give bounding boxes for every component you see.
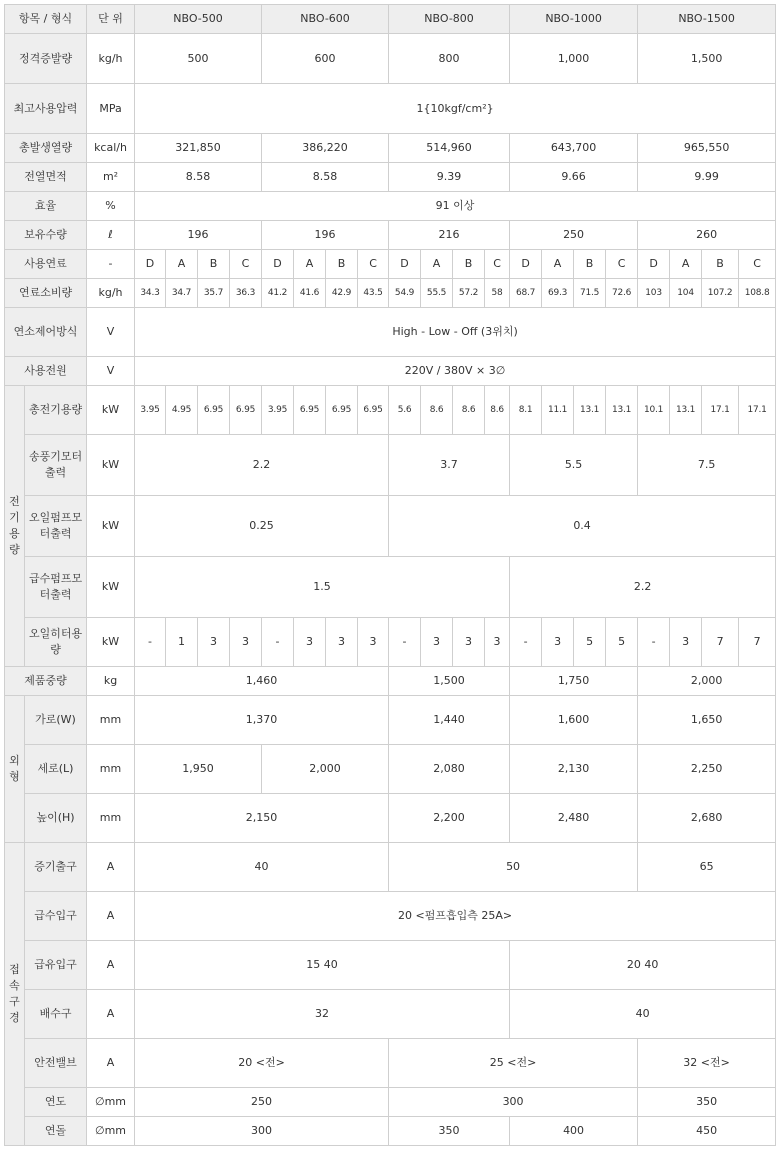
cell-value: 2.2 (510, 557, 776, 618)
oil-heater-cell: - (510, 618, 542, 667)
cell-value: 2,150 (135, 794, 389, 843)
oil-heater-cell: 7 (702, 618, 739, 667)
row-label: 정격증발량 (5, 34, 87, 84)
cell-value: 2,680 (638, 794, 776, 843)
row-total-heat (5, 134, 776, 163)
cell-value: 7.5 (638, 435, 776, 496)
row-unit: V (87, 308, 135, 357)
cell-value: 500 (135, 34, 262, 84)
oil-heater-cell: 3 (294, 618, 326, 667)
cell-value: High - Low - Off (3위치) (135, 308, 776, 357)
header-item: 항목 / 형식 (5, 5, 87, 34)
row-label: 높이(H) (25, 794, 87, 843)
fuel-consumption-cell: 34.3 (135, 279, 166, 308)
cell-value: 300 (135, 1117, 389, 1146)
row-steam-outlet (5, 843, 776, 892)
fuel-consumption-cell: 71.5 (574, 279, 606, 308)
electric-total-cell: 13.1 (574, 386, 606, 435)
electric-total-cell: 6.95 (294, 386, 326, 435)
vertical-label: 접속구경 (9, 963, 20, 1024)
row-weight (5, 667, 776, 696)
fuel-type-cell: D (135, 250, 166, 279)
fuel-type-cell: B (453, 250, 485, 279)
cell-value: 1,750 (510, 667, 638, 696)
cell-value: 65 (638, 843, 776, 892)
fuel-type-cell: C (358, 250, 389, 279)
oil-heater-cell: 1 (166, 618, 198, 667)
cell-value: 250 (135, 1088, 389, 1117)
row-label: 최고사용압력 (5, 84, 87, 134)
fuel-type-cell: B (702, 250, 739, 279)
cell-value: 1{10kgf/cm²} (135, 84, 776, 134)
cell-value: 386,220 (262, 134, 389, 163)
row-unit: kg/h (87, 34, 135, 84)
fuel-consumption-cell: 42.9 (326, 279, 358, 308)
fuel-consumption-cell: 36.3 (230, 279, 262, 308)
oil-heater-cell: 3 (358, 618, 389, 667)
electric-total-cell: 11.1 (542, 386, 574, 435)
row-label: 사용연료 (5, 250, 87, 279)
fuel-consumption-cell: 41.6 (294, 279, 326, 308)
fuel-consumption-cell: 57.2 (453, 279, 485, 308)
row-feed-inlet (5, 892, 776, 941)
fuel-consumption-cell: 104 (670, 279, 702, 308)
cell-value: 2,130 (510, 745, 638, 794)
cell-value: 800 (389, 34, 510, 84)
cell-value: 1,650 (638, 696, 776, 745)
electric-total-cell: 13.1 (606, 386, 638, 435)
oil-heater-cell: 3 (326, 618, 358, 667)
row-unit: kg/h (87, 279, 135, 308)
fuel-type-cell: D (510, 250, 542, 279)
header-unit: 단 위 (87, 5, 135, 34)
row-water-capacity (5, 221, 776, 250)
row-safety-valve (5, 1039, 776, 1088)
cell-value: 1,500 (638, 34, 776, 84)
row-unit: ∅mm (87, 1117, 135, 1146)
row-unit: kcal/h (87, 134, 135, 163)
row-combustion-control (5, 308, 776, 357)
cell-value: 2,200 (389, 794, 510, 843)
electric-total-cell: 4.95 (166, 386, 198, 435)
oil-heater-cell: - (262, 618, 294, 667)
header-model: NBO-500 (135, 5, 262, 34)
row-rated-evaporation (5, 34, 776, 84)
cell-value: 2,000 (638, 667, 776, 696)
cell-value: 5.5 (510, 435, 638, 496)
electric-total-cell: 6.95 (198, 386, 230, 435)
row-unit: A (87, 843, 135, 892)
fuel-consumption-cell: 108.8 (739, 279, 776, 308)
electric-total-cell: 17.1 (739, 386, 776, 435)
oil-heater-cell: 3 (198, 618, 230, 667)
header-row (5, 5, 776, 34)
cell-value: 40 (135, 843, 389, 892)
cell-value: 0.4 (389, 496, 776, 557)
cell-value: 32 (135, 990, 510, 1039)
row-oil-pump (5, 496, 776, 557)
cell-value: 20 40 (510, 941, 776, 990)
fuel-type-cell: A (421, 250, 453, 279)
cell-value: 260 (638, 221, 776, 250)
row-label: 안전밸브 (25, 1039, 87, 1088)
vertical-label: 전기용량 (9, 495, 20, 556)
oil-heater-cell: 3 (485, 618, 510, 667)
electric-total-cell: 8.6 (421, 386, 453, 435)
electric-total-cell: 6.95 (230, 386, 262, 435)
row-heat-area (5, 163, 776, 192)
fuel-type-cell: B (574, 250, 606, 279)
fuel-type-cell: D (389, 250, 421, 279)
fuel-consumption-cell: 54.9 (389, 279, 421, 308)
cell-value: 250 (510, 221, 638, 250)
row-power-supply (5, 357, 776, 386)
fuel-type-cell: C (485, 250, 510, 279)
cell-value: 0.25 (135, 496, 389, 557)
cell-value: 40 (510, 990, 776, 1039)
cell-value: 321,850 (135, 134, 262, 163)
header-model: NBO-1000 (510, 5, 638, 34)
oil-heater-cell: - (135, 618, 166, 667)
row-unit: kW (87, 618, 135, 667)
cell-value: 514,960 (389, 134, 510, 163)
row-label: 급유입구 (25, 941, 87, 990)
row-fan-motor (5, 435, 776, 496)
row-max-pressure (5, 84, 776, 134)
header-model: NBO-600 (262, 5, 389, 34)
fuel-type-cell: B (326, 250, 358, 279)
cell-value: 20 <전> (135, 1039, 389, 1088)
row-unit: A (87, 941, 135, 990)
cell-value: 9.66 (510, 163, 638, 192)
oil-heater-cell: 5 (574, 618, 606, 667)
group-label-connections (5, 843, 25, 1146)
oil-heater-cell: 3 (670, 618, 702, 667)
cell-value: 1,950 (135, 745, 262, 794)
cell-value: 1,000 (510, 34, 638, 84)
row-label: 연도 (25, 1088, 87, 1117)
electric-total-cell: 3.95 (135, 386, 166, 435)
row-label: 연소제어방식 (5, 308, 87, 357)
cell-value: 9.39 (389, 163, 510, 192)
row-unit: A (87, 892, 135, 941)
row-label: 총전기용량 (25, 386, 87, 435)
cell-value: 1,370 (135, 696, 389, 745)
cell-value: 1.5 (135, 557, 510, 618)
group-label-dimensions (5, 696, 25, 843)
electric-total-cell: 13.1 (670, 386, 702, 435)
row-unit: m² (87, 163, 135, 192)
cell-value: 8.58 (262, 163, 389, 192)
row-feed-pump (5, 557, 776, 618)
cell-value: 216 (389, 221, 510, 250)
row-label: 총발생열량 (5, 134, 87, 163)
cell-value: 1,600 (510, 696, 638, 745)
row-unit: A (87, 1039, 135, 1088)
row-unit: kg (87, 667, 135, 696)
electric-total-cell: 8.6 (453, 386, 485, 435)
fuel-type-cell: C (739, 250, 776, 279)
row-oil-inlet (5, 941, 776, 990)
row-efficiency (5, 192, 776, 221)
fuel-consumption-cell: 41.2 (262, 279, 294, 308)
row-label: 연료소비량 (5, 279, 87, 308)
row-unit: V (87, 357, 135, 386)
cell-value: 643,700 (510, 134, 638, 163)
oil-heater-cell: 3 (453, 618, 485, 667)
cell-value: 450 (638, 1117, 776, 1146)
electric-total-cell: 8.1 (510, 386, 542, 435)
fuel-consumption-cell: 55.5 (421, 279, 453, 308)
fuel-type-cell: B (198, 250, 230, 279)
cell-value: 300 (389, 1088, 638, 1117)
fuel-type-cell: D (638, 250, 670, 279)
electric-total-cell: 8.6 (485, 386, 510, 435)
group-label-electric (5, 386, 25, 667)
electric-total-cell: 6.95 (358, 386, 389, 435)
cell-value: 400 (510, 1117, 638, 1146)
fuel-consumption-cell: 43.5 (358, 279, 389, 308)
fuel-consumption-cell: 58 (485, 279, 510, 308)
electric-total-cell: 3.95 (262, 386, 294, 435)
fuel-type-cell: A (294, 250, 326, 279)
row-unit: MPa (87, 84, 135, 134)
oil-heater-cell: - (638, 618, 670, 667)
oil-heater-cell: 5 (606, 618, 638, 667)
row-unit: mm (87, 794, 135, 843)
row-label: 급수펌프모터출력 (25, 557, 87, 618)
row-label: 전열면적 (5, 163, 87, 192)
oil-heater-cell: 3 (542, 618, 574, 667)
fuel-type-cell: A (166, 250, 198, 279)
cell-value: 9.99 (638, 163, 776, 192)
header-model: NBO-1500 (638, 5, 776, 34)
fuel-consumption-cell: 69.3 (542, 279, 574, 308)
cell-value: 600 (262, 34, 389, 84)
row-unit: mm (87, 696, 135, 745)
row-fuel-consumption (5, 279, 776, 308)
electric-total-cell: 6.95 (326, 386, 358, 435)
oil-heater-cell: - (389, 618, 421, 667)
row-label: 오일펌프모터출력 (25, 496, 87, 557)
cell-value: 350 (389, 1117, 510, 1146)
oil-heater-cell: 3 (230, 618, 262, 667)
cell-value: 220V / 380V × 3∅ (135, 357, 776, 386)
row-label: 급수입구 (25, 892, 87, 941)
row-unit: % (87, 192, 135, 221)
cell-value: 2.2 (135, 435, 389, 496)
cell-value: 1,460 (135, 667, 389, 696)
row-label: 연돌 (25, 1117, 87, 1146)
row-label: 가로(W) (25, 696, 87, 745)
cell-value: 32 <전> (638, 1039, 776, 1088)
fuel-consumption-cell: 68.7 (510, 279, 542, 308)
row-label: 송풍기모터출력 (25, 435, 87, 496)
cell-value: 196 (135, 221, 262, 250)
cell-value: 350 (638, 1088, 776, 1117)
fuel-type-cell: C (230, 250, 262, 279)
row-unit: kW (87, 496, 135, 557)
cell-value: 1,440 (389, 696, 510, 745)
row-unit: ∅mm (87, 1088, 135, 1117)
header-model: NBO-800 (389, 5, 510, 34)
cell-value: 2,000 (262, 745, 389, 794)
row-label: 사용전원 (5, 357, 87, 386)
row-unit: mm (87, 745, 135, 794)
fuel-type-cell: A (670, 250, 702, 279)
cell-value: 1,500 (389, 667, 510, 696)
row-drain (5, 990, 776, 1039)
electric-total-cell: 17.1 (702, 386, 739, 435)
vertical-label: 외형 (9, 754, 20, 783)
fuel-type-cell: A (542, 250, 574, 279)
row-oil-heater (5, 618, 776, 667)
row-label: 제품중량 (5, 667, 87, 696)
row-flue (5, 1088, 776, 1117)
oil-heater-cell: 3 (421, 618, 453, 667)
fuel-consumption-cell: 103 (638, 279, 670, 308)
fuel-consumption-cell: 107.2 (702, 279, 739, 308)
row-label: 보유수량 (5, 221, 87, 250)
electric-total-cell: 10.1 (638, 386, 670, 435)
row-dim-width (5, 696, 776, 745)
row-dim-height (5, 794, 776, 843)
row-label: 세로(L) (25, 745, 87, 794)
row-fuel-type (5, 250, 776, 279)
fuel-type-cell: D (262, 250, 294, 279)
cell-value: 2,080 (389, 745, 510, 794)
row-total-electric (5, 386, 776, 435)
fuel-consumption-cell: 35.7 (198, 279, 230, 308)
row-label: 증기출구 (25, 843, 87, 892)
cell-value: 3.7 (389, 435, 510, 496)
cell-value: 2,250 (638, 745, 776, 794)
cell-value: 8.58 (135, 163, 262, 192)
row-label: 배수구 (25, 990, 87, 1039)
fuel-type-cell: C (606, 250, 638, 279)
fuel-consumption-cell: 34.7 (166, 279, 198, 308)
row-label: 오일히터용량 (25, 618, 87, 667)
fuel-consumption-cell: 72.6 (606, 279, 638, 308)
cell-value: 15 40 (135, 941, 510, 990)
row-unit: A (87, 990, 135, 1039)
row-unit: - (87, 250, 135, 279)
cell-value: 2,480 (510, 794, 638, 843)
row-unit: kW (87, 386, 135, 435)
row-unit: ℓ (87, 221, 135, 250)
cell-value: 50 (389, 843, 638, 892)
spec-table (4, 4, 776, 1146)
row-label: 효율 (5, 192, 87, 221)
oil-heater-cell: 7 (739, 618, 776, 667)
cell-value: 25 <전> (389, 1039, 638, 1088)
cell-value: 91 이상 (135, 192, 776, 221)
row-dim-length (5, 745, 776, 794)
cell-value: 196 (262, 221, 389, 250)
cell-value: 20 <펌프흡입측 25A> (135, 892, 776, 941)
row-unit: kW (87, 557, 135, 618)
row-chimney (5, 1117, 776, 1146)
row-unit: kW (87, 435, 135, 496)
cell-value: 965,550 (638, 134, 776, 163)
electric-total-cell: 5.6 (389, 386, 421, 435)
